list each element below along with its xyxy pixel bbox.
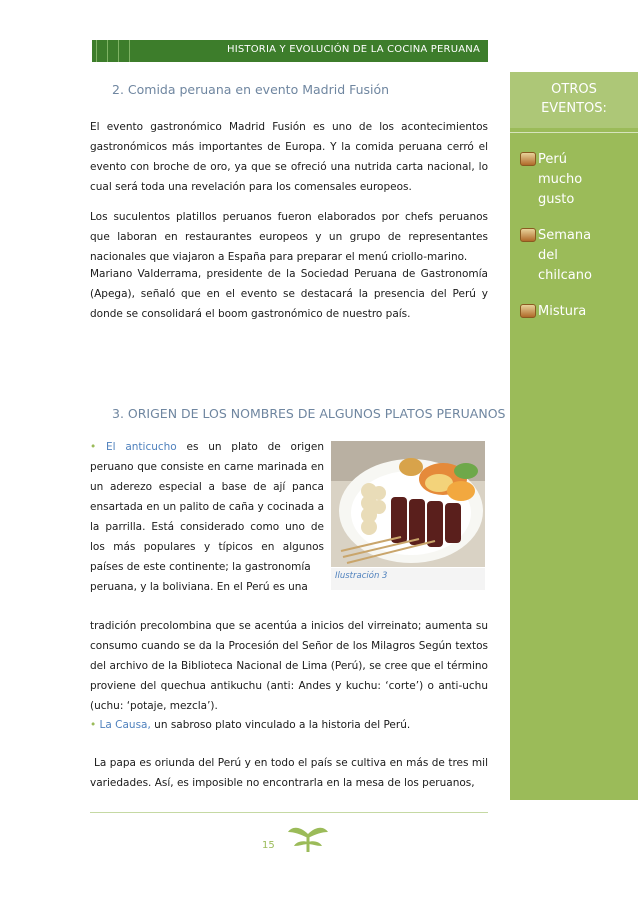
anticucho-plate-illustration <box>331 441 485 567</box>
figure-caption: Ilustración 3 <box>335 571 388 581</box>
sprout-logo-icon <box>286 822 330 854</box>
sidebar-item-label: Perú <box>538 152 567 167</box>
sidebar-title <box>510 80 638 118</box>
section-heading-origen-nombres: 3. ORIGEN DE LOS NOMBRES DE ALGUNOS PLATOS PERUANOS <box>112 406 506 421</box>
sidebar-item-label: Mistura <box>538 304 587 319</box>
sidebar-item-semana-del-chilcano[interactable] <box>538 226 608 286</box>
paragraph-text: es un plato de origen peruano que consiste en carne marinada en un aderezo especial a base de ají panca ensartada en un palito de caña y cocinada a la parrilla. Está considerado como uno de los más populares y típicos en algunos países de este continente; la gastronomía <box>90 441 324 573</box>
sidebar-other-events <box>510 72 638 800</box>
paragraph: El evento gastronómico Madrid Fusión es uno de los acontecimientos gastronómicos más importantes de Europa. Y la comida peruana cerró el evento con broche de oro, ya que se ofreció una nutrida carta nacional, lo cual será toda una revelación para los comensales europeos. <box>90 121 488 193</box>
anticucho-photo <box>331 441 485 567</box>
sidebar-title-line2: EVENTOS: <box>541 101 607 116</box>
paragraph: tradición precolombina que se acentúa a inicios del virreinato; aumenta su consumo cuando se da la Procesión del Señor de los Milagros Según textos del archivo de la Biblioteca Nacional de Lima (Perú), se cree que el término proviene del quechua antikuchu (anti: Andes y kuchu: ‘corte’) o anti-uchu (uchu: ‘potaje, mezcla’). <box>90 620 488 712</box>
paragraph: La papa es oriunda del Perú y en todo el país se cultiva en más de tres mil variedades. Así, es imposible no encontrarla en la mesa de los peruanos, <box>90 757 488 789</box>
page-header-bar <box>92 40 488 62</box>
sidebar-item-label: Semana <box>538 228 592 243</box>
food-icon <box>520 152 536 166</box>
page-number: 15 <box>262 840 275 851</box>
highlight-term: El anticucho <box>105 441 177 453</box>
sidebar-item-peru-mucho-gusto[interactable] <box>538 150 608 210</box>
bullet-icon: • <box>90 719 97 731</box>
sidebar-item-label: mucho <box>538 172 583 187</box>
sidebar-item-label: gusto <box>538 192 575 207</box>
sidebar-title-line1: OTROS <box>551 82 597 97</box>
paragraph: Los suculentos platillos peruanos fueron elaborados por chefs peruanos que laboran en restaurantes europeos y un grupo de representantes nacionales que viajaron a España para preparar el menú criollo-marino. <box>90 211 488 263</box>
paragraph: peruana, y la boliviana. En el Perú es una <box>90 581 308 593</box>
food-icon <box>520 228 536 242</box>
sidebar-item-mistura[interactable] <box>538 302 608 322</box>
figure-caption-box <box>331 568 485 590</box>
sidebar-item-label: chilcano <box>538 268 592 283</box>
sidebar-item-label: del <box>538 248 558 263</box>
sidebar-divider <box>510 132 638 133</box>
paragraph: Mariano Valderrama, presidente de la Sociedad Peruana de Gastronomía (Apega), señaló que en el evento se destacará la presencia del Perú y donde se consolidará el boom gastronómico de nuestro país. <box>90 268 488 320</box>
food-icon <box>520 304 536 318</box>
paragraph-text: un sabroso plato vinculado a la historia del Perú. <box>150 719 411 731</box>
footer-divider <box>90 812 488 813</box>
paragraph-la-causa <box>90 715 488 735</box>
header-title: HISTORIA Y EVOLUCIÓN DE LA COCINA PERUANA <box>227 44 480 55</box>
highlight-term: La Causa, <box>99 719 151 731</box>
bullet-icon: • <box>90 441 97 453</box>
section-heading-madrid-fusion: 2. Comida peruana en evento Madrid Fusión <box>112 82 390 97</box>
paragraph-anticucho <box>90 437 324 577</box>
header-decoration <box>92 40 144 62</box>
